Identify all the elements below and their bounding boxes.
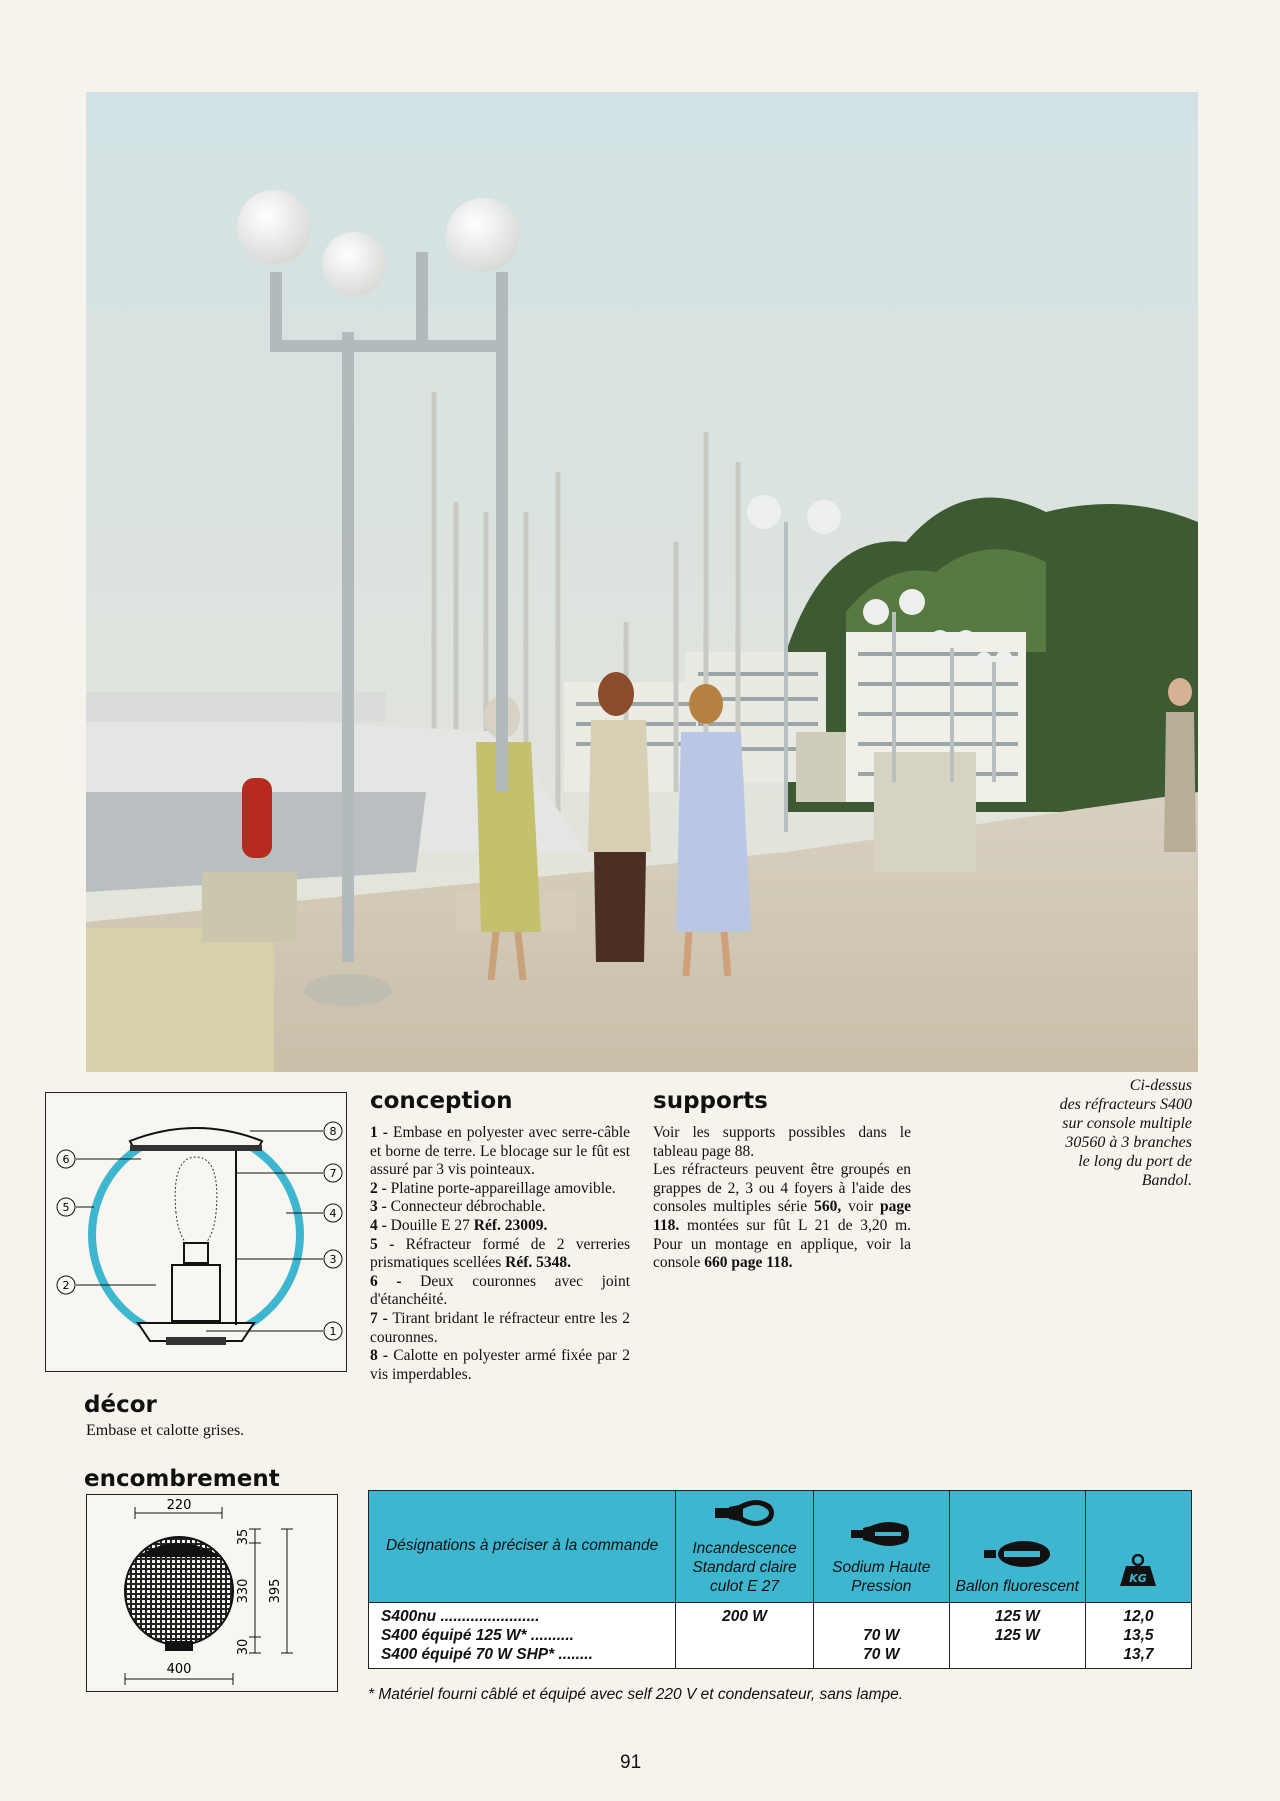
item-number: 3 - <box>370 1198 387 1216</box>
col-ballon: 125 W 125 W <box>949 1603 1085 1669</box>
weight-kg-icon <box>1118 1554 1158 1588</box>
fluorescent-lamp-icon <box>982 1539 1052 1569</box>
photo-caption <box>1000 1076 1192 1190</box>
conception-item <box>370 1198 630 1217</box>
header-incandescence: Incandescence Standard claire culot E 27 <box>676 1491 814 1603</box>
item-number: 4 - <box>370 1216 387 1234</box>
col-sodium: 70 W 70 W <box>813 1603 949 1669</box>
item-number: 6 - <box>370 1272 402 1290</box>
item-text: Embase en polyester avec serre-câble et borne de terre. Le blocage sur le fût est assuré par 3 vis pointeaux. <box>370 1124 631 1179</box>
table-row <box>369 1603 1192 1669</box>
supports-paragraph: Les réfracteurs peuvent être groupés en grappes de 2, 3 ou 4 foyers à l'aide des consoles multiples série 560, voir page 118. montées sur fût L 21 de 3,20 m. Pour un montage en applique, voir la console 660 page 118. <box>653 1161 912 1272</box>
supports-paragraph: Voir les supports possibles dans le tableau page 88. <box>653 1124 911 1160</box>
row-designations: S400nu ....................... S400 équipé 125 W* .......... S400 équipé 70 W SHP* ........ <box>369 1603 676 1669</box>
item-number: 8 - <box>370 1347 389 1365</box>
conception-item <box>370 1310 630 1347</box>
header-ballon: Ballon fluorescent <box>949 1491 1085 1603</box>
callout-4: 4 <box>329 1207 337 1220</box>
callout-7: 7 <box>329 1167 337 1180</box>
item-text: Connecteur débrochable. <box>390 1198 546 1216</box>
callout-8: 8 <box>329 1125 337 1138</box>
conception-list <box>370 1124 630 1384</box>
callout-2: 2 <box>62 1279 70 1292</box>
harbor-photo <box>86 92 1198 1072</box>
header-weight <box>1085 1491 1191 1603</box>
dimensions-diagram <box>86 1494 338 1692</box>
callout-5: 5 <box>62 1201 70 1214</box>
incandescent-bulb-icon <box>713 1495 777 1531</box>
item-text: Réfracteur formé de 2 verreries prismatiques scellées <box>370 1235 631 1272</box>
item-ref: Réf. 5348. <box>505 1254 572 1272</box>
callout-3: 3 <box>329 1253 337 1266</box>
conception-item <box>370 1124 630 1180</box>
callout-6: 6 <box>62 1153 70 1166</box>
supports-heading: supports <box>653 1088 768 1114</box>
item-ref: Réf. 23009. <box>473 1216 548 1234</box>
dim-top: 220 <box>166 1498 192 1513</box>
col-weight: 12,0 13,5 13,7 <box>1085 1603 1191 1669</box>
dim-bottom: 400 <box>166 1662 192 1677</box>
col-incandescence: 200 W <box>676 1603 814 1669</box>
sodium-lamp-icon <box>849 1518 913 1550</box>
page-number: 91 <box>620 1752 642 1773</box>
item-text: Platine porte-appareillage amovible. <box>390 1179 616 1197</box>
supports-text <box>653 1124 911 1273</box>
item-number: 2 - <box>370 1179 387 1197</box>
conception-item <box>370 1273 630 1310</box>
footnote: * Matériel fourni câblé et équipé avec self 220 V et condensateur, sans lampe. <box>368 1686 904 1703</box>
item-text: Deux couronnes avec joint d'étanchéité. <box>370 1272 630 1309</box>
dim-30: 30 <box>236 1638 251 1656</box>
header-sodium: Sodium Haute Pression <box>813 1491 949 1603</box>
item-number: 5 - <box>370 1235 395 1253</box>
conception-item <box>370 1217 630 1236</box>
dim-330: 330 <box>236 1578 251 1604</box>
spec-table <box>368 1490 1192 1669</box>
dim-395: 395 <box>268 1578 283 1604</box>
dim-35: 35 <box>236 1528 251 1546</box>
conception-item <box>370 1236 630 1273</box>
header-designation: Désignations à préciser à la commande <box>369 1491 676 1603</box>
conception-item <box>370 1347 630 1384</box>
callout-1: 1 <box>329 1325 337 1338</box>
svg-text:KG: KG <box>1129 1572 1148 1585</box>
decor-text: Embase et calotte grises. <box>86 1422 245 1439</box>
item-text: Tirant bridant le réfracteur entre les 2 couronnes. <box>370 1309 630 1346</box>
conception-heading: conception <box>370 1088 513 1114</box>
caption-line: 30560 à 3 branches <box>1065 1134 1192 1151</box>
caption-line: sur console multiple <box>1062 1115 1192 1132</box>
item-number: 1 - <box>370 1124 388 1141</box>
caption-line: Ci-dessus <box>1129 1077 1192 1094</box>
caption-line: des réfracteurs S400 <box>1059 1096 1192 1113</box>
encombrement-heading: encombrement <box>84 1466 280 1492</box>
caption-line: Bandol. <box>1141 1172 1192 1189</box>
item-text: Calotte en polyester armé fixée par 2 vis imperdables. <box>370 1347 630 1383</box>
caption-line: le long du port de <box>1078 1153 1192 1170</box>
decor-heading: décor <box>84 1392 157 1418</box>
item-text: Douille E 27 <box>390 1216 470 1234</box>
conception-item <box>370 1180 630 1199</box>
cross-section-diagram <box>45 1092 347 1372</box>
item-number: 7 - <box>370 1309 388 1327</box>
